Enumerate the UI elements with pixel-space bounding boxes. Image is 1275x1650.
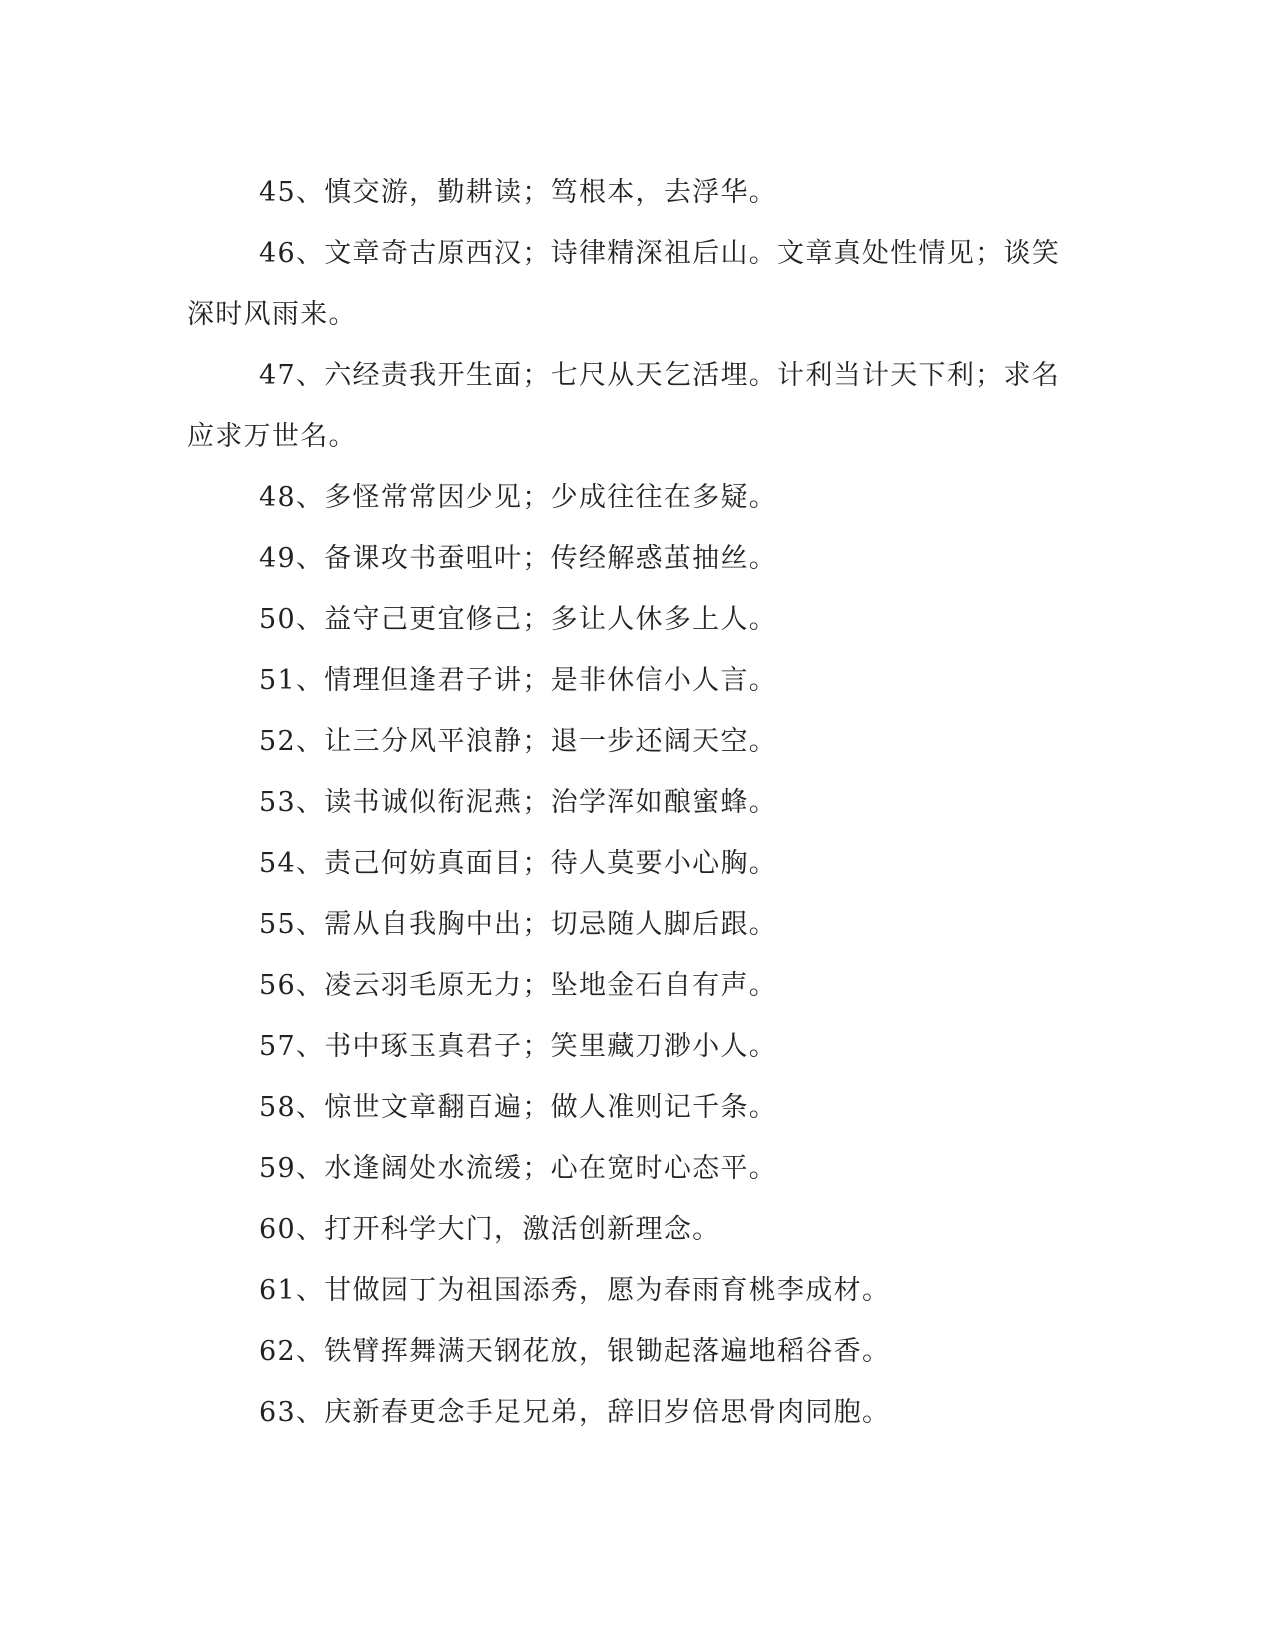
paragraph-46: 46、文章奇古原西汉；诗律精深祖后山。文章真处性情见；谈笑深时风雨来。	[187, 238, 1061, 330]
paragraph-58: 58、惊世文章翻百遍；做人准则记千条。	[259, 1092, 778, 1123]
document-body	[187, 162, 1067, 1443]
paragraph-50: 50、益守己更宜修己；多让人休多上人。	[259, 604, 778, 635]
paragraph-60: 60、打开科学大门，激活创新理念。	[259, 1214, 721, 1245]
paragraph-54: 54、责己何妨真面目；待人莫要小心胸。	[259, 848, 778, 879]
paragraph-56: 56、凌云羽毛原无力；坠地金石自有声。	[259, 970, 778, 1001]
paragraph-59: 59、水逢阔处水流缓；心在宽时心态平。	[259, 1153, 778, 1184]
paragraph-52: 52、让三分风平浪静；退一步还阔天空。	[259, 726, 778, 757]
paragraph-53: 53、读书诚似衔泥燕；治学浑如酿蜜蜂。	[259, 787, 778, 818]
paragraph-47: 47、六经责我开生面；七尺从天乞活埋。计利当计天下利；求名应求万世名。	[187, 360, 1061, 452]
paragraph-57: 57、书中琢玉真君子；笑里藏刀渺小人。	[259, 1031, 778, 1062]
paragraph-48: 48、多怪常常因少见；少成往往在多疑。	[259, 482, 778, 513]
paragraph-51: 51、情理但逢君子讲；是非休信小人言。	[259, 665, 778, 696]
paragraph-55: 55、需从自我胸中出；切忌随人脚后跟。	[259, 909, 778, 940]
paragraph-49: 49、备课攻书蚕咀叶；传经解惑茧抽丝。	[259, 543, 778, 574]
paragraph-45: 45、慎交游，勤耕读；笃根本，去浮华。	[259, 177, 778, 208]
paragraph-63: 63、庆新春更念手足兄弟，辞旧岁倍思骨肉同胞。	[259, 1397, 891, 1428]
paragraph-61: 61、甘做园丁为祖国添秀，愿为春雨育桃李成材。	[259, 1275, 891, 1306]
paragraph-62: 62、铁臂挥舞满天钢花放，银锄起落遍地稻谷香。	[259, 1336, 891, 1367]
